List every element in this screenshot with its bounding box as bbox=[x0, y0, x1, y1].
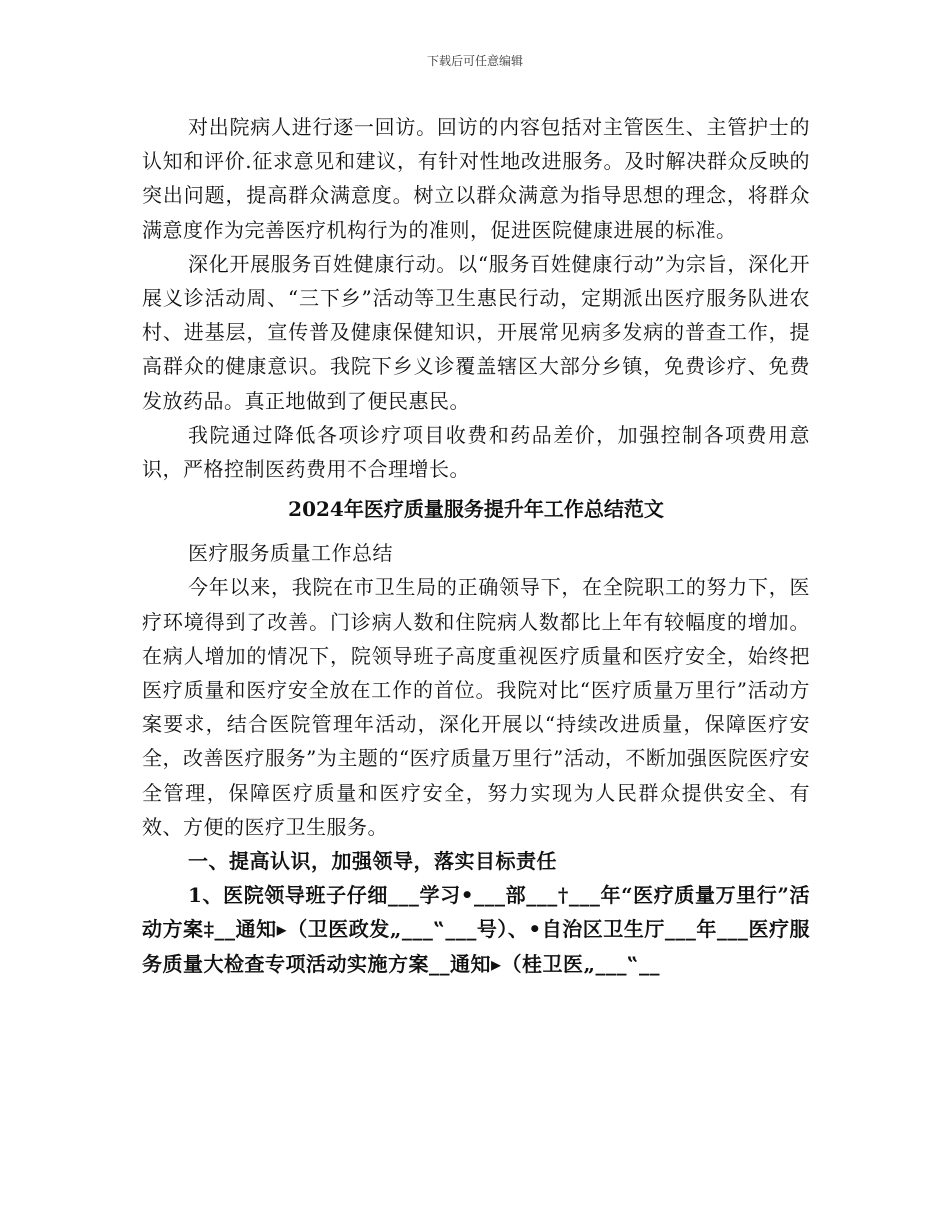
document-body bbox=[142, 110, 810, 981]
paragraph-cost-control: 我院通过降低各项诊疗项目收费和药品差价，加强控制各项费用意识，严格控制医药费用不合理增长。 bbox=[142, 422, 810, 482]
section-title: 2024年医疗质量服务提升年工作总结范文 bbox=[288, 497, 664, 522]
paragraph-bold-1: 1、医院领导班子仔细___学习•___部___†___年“医疗质量万里行”活动方案‡__通知▸（卫医政发„___‟___号）、•自治区卫生厅___年___医疗服务质量大检查专项活动实施方案__通知▸（桂卫医„___‟__ bbox=[142, 883, 810, 976]
paragraph-summary: 今年以来，我院在市卫生局的正确领导下，在全院职工的努力下，医疗环境得到了改善。门诊病人数和住院病人数都比上年有较幅度的增加。在病人增加的情况下，院领导班子高度重视医疗质量和医疗安全，始终把医疗质量和医疗安全放在工作的首位。我院对比“医疗质量万里行”活动方案要求，结合医院管理年活动，深化开展以“持续改进质量，保障医疗安全，改善医疗服务”为主题的“医疗质量万里行”活动，不断加强医院医疗安全管理，保障医疗质量和医疗安全，努力实现为人民群众提供安全、有效、方便的医疗卫生服务。 bbox=[142, 575, 810, 839]
paragraph-health-action: 深化开展服务百姓健康行动。以“服务百姓健康行动”为宗旨，深化开展义诊活动周、“三下乡”活动等卫生惠民行动，定期派出医疗服务队进农村、进基层，宣传普及健康保健知识，开展常见病多发病的普查工作，提高群众的健康意识。我院下乡义诊覆盖辖区大部分乡镇，免费诊疗、免费发放药品。真正地做到了便民惠民。 bbox=[142, 251, 810, 413]
subtitle: 医疗服务质量工作总结 bbox=[188, 541, 393, 566]
page-header: 下载后可任意编辑 bbox=[426, 54, 523, 68]
paragraph-return-visit: 对出院病人进行逐一回访。回访的内容包括对主管医生、主管护士的认知和评价.征求意见和建议，有针对性地改进服务。及时解决群众反映的突出问题，提高群众满意度。树立以群众满意为指导思想的理念，将群众满意度作为完善医疗机构行为的准则，促进医院健康进展的标准。 bbox=[142, 115, 810, 242]
heading-1: 一、提高认识，加强领导，落实目标责任 bbox=[188, 849, 557, 874]
